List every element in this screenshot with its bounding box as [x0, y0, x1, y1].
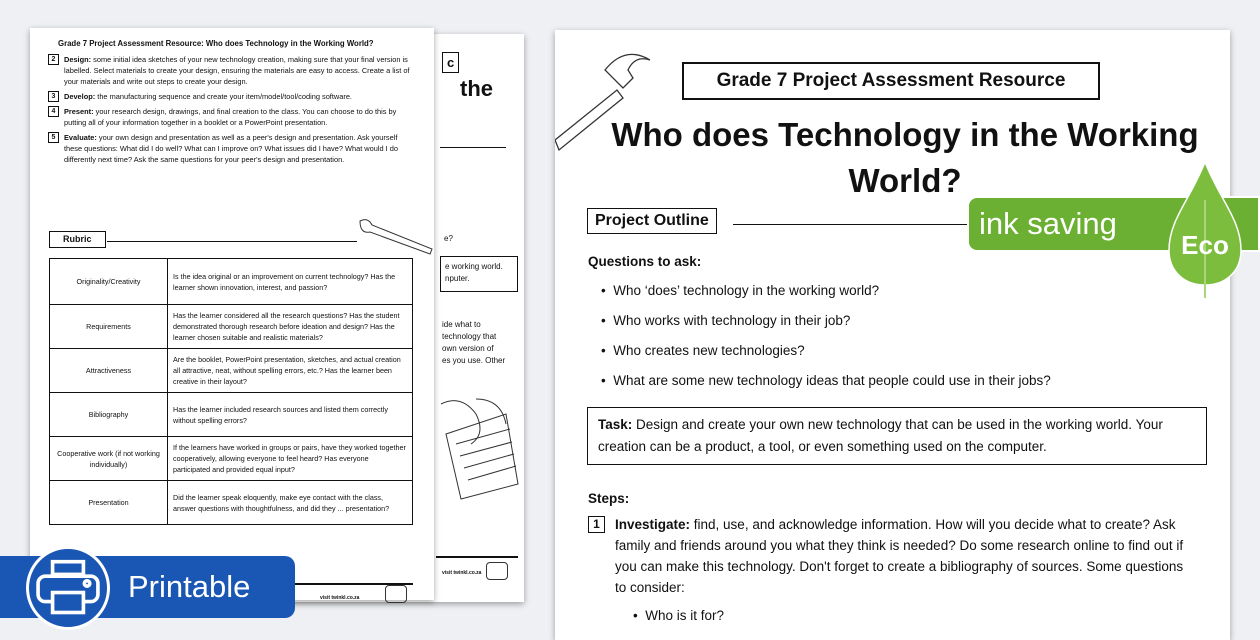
- section-heading: Project Outline: [587, 208, 717, 234]
- back-question-fragment: e?: [444, 234, 453, 243]
- worksheet-title: Grade 7 Project Assessment Resource: Who does Technology in the Working World?: [58, 39, 374, 48]
- step-fragment: technology that: [442, 332, 497, 341]
- step-fragment: own version of: [442, 344, 494, 353]
- footer-url: visit twinkl.co.za: [320, 595, 360, 601]
- printable-label: Printable: [128, 569, 251, 604]
- task-fragment: e working world.: [445, 262, 503, 271]
- step-item: [588, 514, 1188, 598]
- step-number: 4: [48, 106, 59, 117]
- description-cell: Has the learner included research sources and listed them correctly without spelling errors?: [168, 393, 413, 437]
- question-text: What are some new technology ideas that people could use in their jobs?: [613, 373, 1051, 388]
- question-item: • Who ‘does’ technology in the working world?: [601, 283, 880, 298]
- step-label: Develop:: [64, 92, 96, 101]
- twinkl-logo-icon: [385, 585, 407, 603]
- footer-line: [436, 556, 518, 558]
- questions-label: Questions to ask:: [588, 254, 702, 269]
- question-text: Who creates new technologies?: [613, 343, 805, 358]
- criterion-cell: Cooperative work (if not working individually): [50, 437, 168, 481]
- table-row: [50, 393, 413, 437]
- divider: [107, 241, 357, 242]
- eco-label: Eco: [1181, 230, 1229, 260]
- task-fragment: nputer.: [445, 274, 470, 283]
- step-text: the manufacturing sequence and create your item/model/tool/coding software.: [95, 92, 352, 101]
- description-cell: Is the idea original or an improvement on current technology? Has the learner shown innovation, interest, and passion?: [168, 259, 413, 305]
- back-badge-fragment: c: [442, 52, 459, 73]
- description-cell: Did the learner speak eloquently, make eye contact with the class, answer questions with thoughtfulness, and did they ... presentation?: [168, 481, 413, 525]
- back-steps-fragment: [442, 319, 505, 367]
- steps-label: Steps:: [588, 491, 630, 506]
- rubric-table: [49, 258, 413, 525]
- resource-title: Grade 7 Project Assessment Resource: [682, 62, 1100, 100]
- printer-icon: [26, 546, 110, 630]
- question-text: Who ‘does’ technology in the working world?: [613, 283, 880, 298]
- step-item: [48, 91, 416, 102]
- step-fragment: ide what to: [442, 320, 481, 329]
- description-cell: If the learners have worked in groups or pairs, have they worked together cooperatively, allowing everyone to feel heard? Has everyone participated and provided equal input?: [168, 437, 413, 481]
- table-row: [50, 481, 413, 525]
- task-box: [587, 407, 1207, 465]
- question-item: • Who works with technology in their job?: [601, 313, 851, 328]
- step-text: your own design and presentation as well as a peer's design and presentation. Ask yourself these questions: What did I do well? What can I improve on? What issues did I have? What would I do differently next time? Ask the same questions for your peer's design and presentation.: [64, 133, 398, 164]
- eco-leaf-icon: [1165, 160, 1245, 300]
- steps-list: [30, 54, 416, 169]
- description-cell: Has the learner considered all the research questions? Has the student demonstrated thorough research before ideation and design? Has the learner chosen suitable and realistic materials?: [168, 305, 413, 349]
- question-item: • Who creates new technologies?: [601, 343, 805, 358]
- rubric-heading: Rubric: [49, 231, 106, 248]
- table-row: [50, 305, 413, 349]
- step-text: find, use, and acknowledge information. How will you decide what to create? Ask family and friends around you what they think is needed? Do some research online to find out if you can make this technology. Don't forget to create a bibliography of sources. Some questions to consider:: [615, 517, 1184, 595]
- step-number: 5: [48, 132, 59, 143]
- step-label: Design:: [64, 55, 92, 64]
- main-worksheet-page: [555, 30, 1230, 640]
- table-row: [50, 259, 413, 305]
- sub-bullet-text: Who is it for?: [645, 608, 725, 623]
- step-item: [48, 106, 416, 128]
- criterion-cell: Originality/Creativity: [50, 259, 168, 305]
- step-item: [48, 132, 416, 165]
- step-number: 2: [48, 54, 59, 65]
- back-title-fragment: the: [460, 76, 493, 101]
- sub-bullet-item: • Who is it for?: [633, 608, 725, 623]
- step-fragment: es you use. Other: [442, 356, 506, 365]
- task-label: Task:: [598, 417, 633, 432]
- step-label: Present:: [64, 107, 94, 116]
- footer-url: visit twinkl.co.za: [442, 570, 482, 576]
- twinkl-logo-icon: [486, 562, 508, 580]
- question-item: • What are some new technology ideas that people could use in their jobs?: [601, 373, 1051, 388]
- task-text: Design and create your own new technology that can be used in the working world. Your creation can be a product, a tool, or even something used on the computer.: [598, 417, 1163, 454]
- step-number: 1: [588, 516, 605, 533]
- step-text: your research design, drawings, and final creation to the class. You can choose to do this by putting all of your information together in a booklet or a PowerPoint presentation.: [64, 107, 397, 127]
- question-text: Who works with technology in their job?: [613, 313, 851, 328]
- step-label: Investigate:: [615, 517, 691, 532]
- worksheet-heading: Who does Technology in the Working World?: [611, 116, 1199, 199]
- table-row: [50, 349, 413, 393]
- table-row: [50, 437, 413, 481]
- description-cell: Are the booklet, PowerPoint presentation, sketches, and actual creation all attractive, neat, without spelling errors, etc.? Has the learner been creative in their layout?: [168, 349, 413, 393]
- step-label: Evaluate:: [64, 133, 97, 142]
- wrench-illustration: [355, 216, 434, 256]
- back-task-box: [440, 256, 518, 292]
- front-worksheet-page: [30, 28, 434, 600]
- criterion-cell: Attractiveness: [50, 349, 168, 393]
- criterion-cell: Requirements: [50, 305, 168, 349]
- criterion-cell: Presentation: [50, 481, 168, 525]
- step-text: some initial idea sketches of your new technology creation, making sure that your final version is labelled. Select materials to create your design, ensuring the materials are easy to access. Create a list of your materials and write out steps to create your design.: [64, 55, 410, 86]
- ink-saving-label: ink saving: [979, 206, 1117, 241]
- criterion-cell: Bibliography: [50, 393, 168, 437]
- keyboard-hands-illustration: [436, 394, 520, 504]
- divider: [440, 147, 506, 148]
- step-item: [48, 54, 416, 87]
- step-number: 3: [48, 91, 59, 102]
